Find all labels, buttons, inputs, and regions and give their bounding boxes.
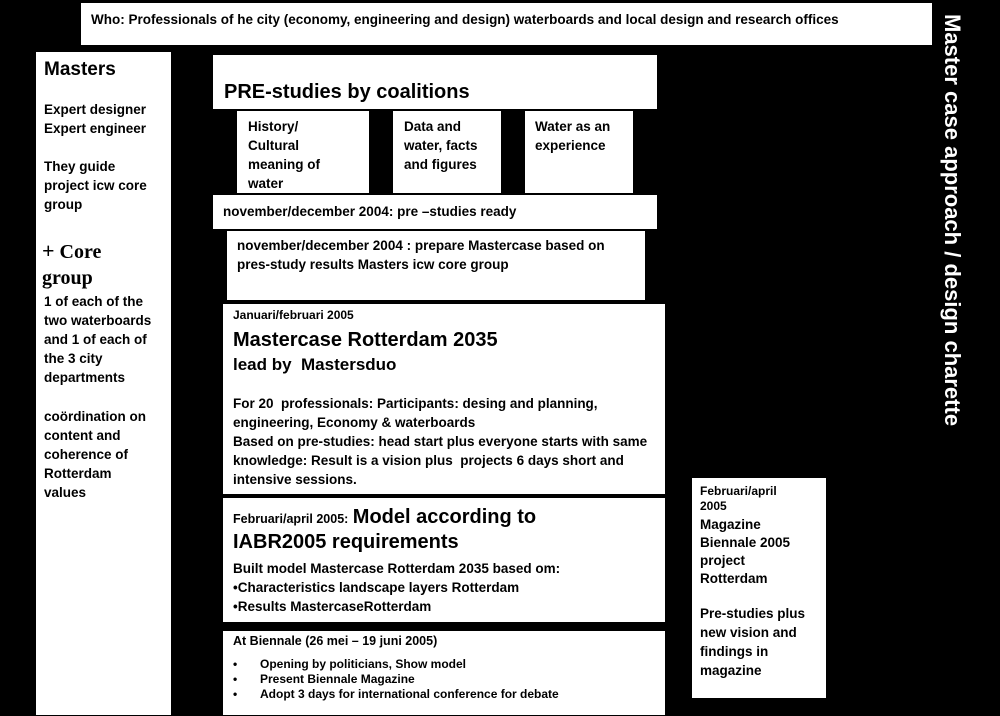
topic-line: Data and: [404, 119, 462, 134]
prestudies-title: PRE-studies by coalitions: [224, 81, 470, 103]
coordination-line: content and: [44, 428, 121, 443]
mastercase-line: intensive sessions.: [233, 472, 357, 487]
side-title: Master case approach / design charette: [940, 14, 965, 427]
coordination-line: coördination on: [44, 409, 146, 424]
biennale-title: At Biennale (26 mei – 19 juni 2005): [233, 634, 438, 648]
topic-line: and figures: [404, 157, 477, 172]
prestudies-ready-box: [212, 194, 658, 230]
topic-line: History/: [248, 119, 299, 134]
topic-history: [236, 110, 370, 194]
core-group-word: Core: [59, 241, 102, 263]
plus-sign: +: [42, 238, 55, 263]
magazine-body-line: Pre-studies plus: [700, 606, 806, 621]
model-line: •Characteristics landscape layers Rotterdam: [233, 580, 520, 595]
magazine-title-line: Rotterdam: [700, 571, 768, 586]
magazine-body: [700, 604, 805, 680]
guide-line: They guide: [44, 159, 116, 174]
biennale-list: [223, 657, 559, 702]
topic-line: water: [248, 176, 284, 191]
biennale-item: • Opening by politicians, Show model: [223, 657, 559, 672]
magazine-body-line: magazine: [700, 663, 762, 678]
prestudies-box: [212, 54, 658, 110]
magazine-title-line: Biennale 2005: [700, 535, 791, 550]
coordination-line: values: [44, 485, 87, 500]
core-group-word: group: [42, 267, 93, 289]
core-desc-line: departments: [44, 370, 126, 385]
prestudies-ready-text: november/december 2004: pre –studies ready: [223, 204, 517, 219]
topic-line: Water as an: [535, 119, 611, 134]
core-desc-line: 1 of each of the: [44, 294, 144, 309]
magazine-title: [700, 516, 790, 588]
masters-experts: [44, 100, 146, 138]
core-desc-line: two waterboards: [44, 313, 152, 328]
topic-data: [392, 110, 502, 194]
magazine-date-line: 2005: [700, 499, 727, 513]
core-desc-line: the 3 city: [44, 351, 103, 366]
masters-guide: [44, 157, 147, 214]
topic-line: water, facts: [404, 138, 478, 153]
model-line: •Results MastercaseRotterdam: [233, 599, 432, 614]
topic-line: Cultural: [248, 138, 300, 153]
mastercase-subtitle: lead by Mastersduo: [233, 355, 397, 374]
biennale-box: [222, 630, 666, 716]
model-date: Februari/april 2005:: [233, 512, 349, 526]
mastercase-line: knowledge: Result is a vision plus projects 6 days short and: [233, 453, 624, 468]
topic-line: experience: [535, 138, 606, 153]
expert-line: Expert engineer: [44, 121, 147, 136]
who-text: Who: Professionals of he city (economy, engineering and design) waterboards and local design and research offices: [91, 12, 839, 27]
prepare-line: november/december 2004 : prepare Mastercase based on: [237, 238, 605, 253]
topic-experience: [524, 110, 634, 194]
core-group-title: [42, 238, 101, 291]
mastercase-line: For 20 professionals: Participants: desing and planning,: [233, 396, 598, 411]
prepare-box: [226, 230, 646, 301]
guide-line: group: [44, 197, 83, 212]
masters-title: Masters: [44, 59, 116, 80]
expert-line: Expert designer: [44, 102, 147, 117]
core-desc-line: and 1 of each of: [44, 332, 147, 347]
guide-line: project icw core: [44, 178, 147, 193]
topic-line: meaning of: [248, 157, 321, 172]
mastercase-date: Januari/februari 2005: [233, 308, 354, 322]
magazine-title-line: project: [700, 553, 746, 568]
magazine-body-line: findings in: [700, 644, 769, 659]
coordination-line: coherence of: [44, 447, 129, 462]
masters-box: [35, 51, 172, 716]
prepare-line: pres-study results Masters icw core group: [237, 257, 509, 272]
coordination-text: [44, 407, 146, 502]
mastercase-line: Based on pre-studies: head start plus everyone starts with same: [233, 434, 648, 449]
model-body: [233, 559, 560, 616]
biennale-item: • Adopt 3 days for international conference for debate: [223, 687, 559, 702]
magazine-box: [691, 477, 827, 699]
magazine-date-line: Februari/april: [700, 484, 777, 498]
model-title-2: IABR2005 requirements: [233, 531, 459, 553]
core-group-desc: [44, 292, 151, 387]
magazine-title-line: Magazine: [700, 517, 761, 532]
magazine-body-line: new vision and: [700, 625, 797, 640]
magazine-date: [700, 484, 777, 514]
mastercase-title: Mastercase Rotterdam 2035: [233, 329, 498, 351]
model-title-1: Model according to: [352, 506, 537, 528]
model-heading: [233, 506, 536, 529]
biennale-item: • Present Biennale Magazine: [223, 672, 559, 687]
coordination-line: Rotterdam: [44, 466, 112, 481]
who-box: [80, 2, 933, 46]
mastercase-box: [222, 303, 666, 495]
mastercase-body: [233, 394, 647, 489]
model-line: Built model Mastercase Rotterdam 2035 based om:: [233, 561, 561, 576]
mastercase-line: engineering, Economy & waterboards: [233, 415, 476, 430]
model-box: [222, 497, 666, 623]
